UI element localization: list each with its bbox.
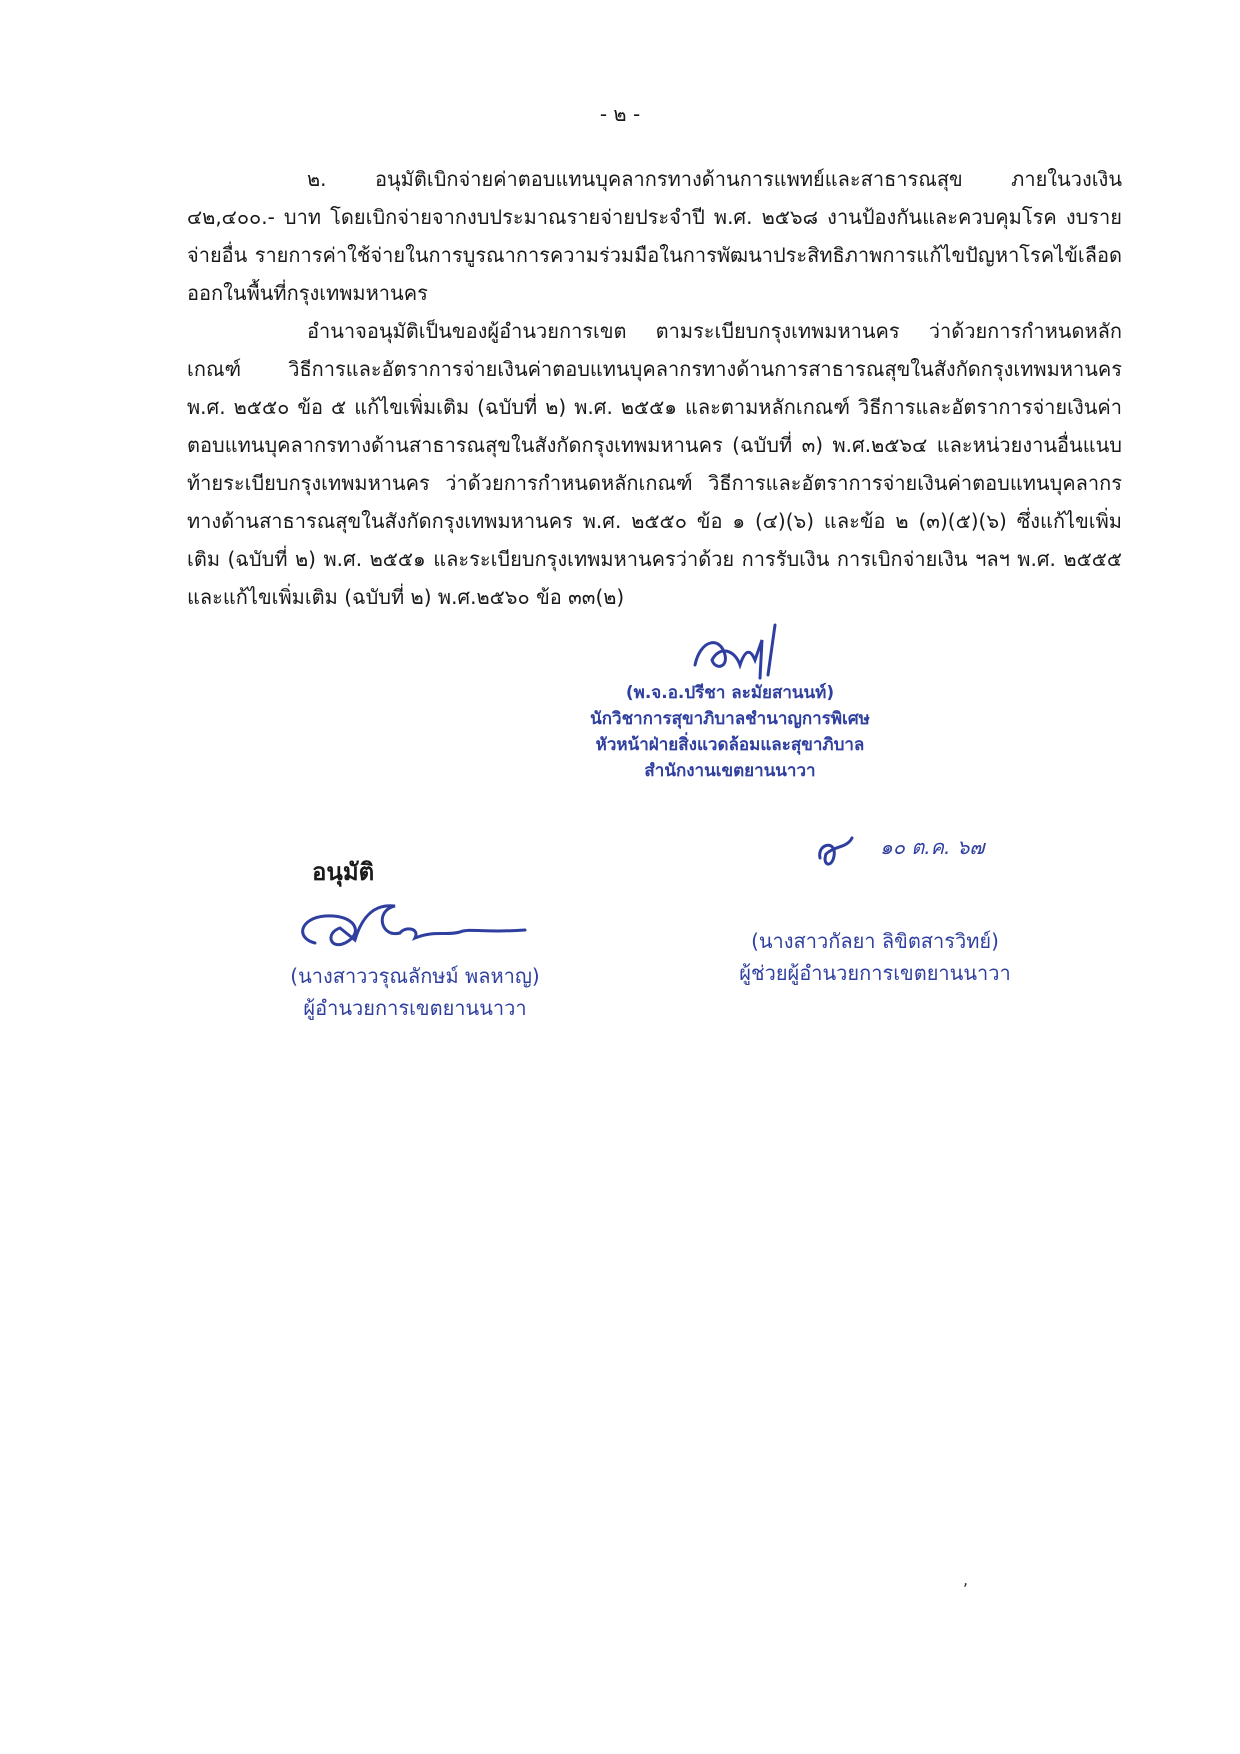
officer-office: สำนักงานเขตยานนาวา: [644, 761, 816, 781]
director-title: ผู้อำนวยการเขตยานนาวา: [303, 996, 527, 1020]
officer-signature: [690, 620, 810, 680]
date-note-text: ๑๐ ต.ค. ๖๗: [880, 835, 985, 859]
handwritten-date-note: [812, 823, 1022, 883]
officer-role: หัวหน้าฝ่ายสิ่งแวดล้อมและสุขาภิบาล: [595, 735, 865, 755]
paragraph-approval-item: ๒. อนุมัติเบิกจ่ายค่าตอบแทนบุคลากรทางด้านการแพทย์และสาธารณสุข ภายในวงเงิน ๔๒,๔๐๐.- บาท โดยเบิกจ่ายจากงบประมาณรายจ่ายประจำปี พ.ศ. ๒๕๖๘ งานป้องกันและควบคุมโรค งบรายจ่ายอื่น รายการค่าใช้จ่ายในการบูรณาการความร่วมมือในการพัฒนาประสิทธิภาพการแก้ไขปัญหาโรคไข้เลือดออกในพื้นที่กรุงเทพมหานคร: [187, 167, 1122, 305]
page-number: - ๒ -: [599, 102, 641, 126]
officer-position: นักวิชาการสุขาภิบาลชำนาญการพิเศษ: [590, 709, 870, 729]
director-signature: [285, 888, 555, 963]
paragraph-authority: อำนาจอนุมัติเป็นของผู้อำนวยการเขต ตามระเบียบกรุงเทพมหานคร ว่าด้วยการกำหนดหลักเกณฑ์ วิธีการและอัตราการจ่ายเงินค่าตอบแทนบุคลากรทางด้านการสาธารณสุขในสังกัดกรุงเทพมหานคร พ.ศ. ๒๕๕๐ ข้อ ๕ แก้ไขเพิ่มเติม (ฉบับที่ ๒) พ.ศ. ๒๕๕๑ และตามหลักเกณฑ์ วิธีการและอัตราการจ่ายเงินค่าตอบแทนบุคลากรทางด้านสาธารณสุขในสังกัดกรุงเทพมหานคร (ฉบับที่ ๓) พ.ศ.๒๕๖๔ และหน่วยงานอื่นแนบท้ายระเบียบกรุงเทพมหานคร ว่าด้วยการกำหนดหลักเกณฑ์ วิธีการและอัตราการจ่ายเงินค่าตอบแทนบุคลากรทางด้านสาธารณสุขในสังกัดกรุงเทพมหานคร พ.ศ. ๒๕๕๐ ข้อ ๑ (๔)(๖) และข้อ ๒ (๓)(๕)(๖) ซึ่งแก้ไขเพิ่มเติม (ฉบับที่ ๒) พ.ศ. ๒๕๕๑ และระเบียบกรุงเทพมหานครว่าด้วย การรับเงิน การเบิกจ่ายเงิน ฯลฯ พ.ศ. ๒๕๕๕ และแก้ไขเพิ่มเติม (ฉบับที่ ๒) พ.ศ.๒๕๖๐ ข้อ ๓๓(๒): [187, 319, 1122, 609]
director-name: (นางสาววรุณลักษม์ พลหาญ): [290, 964, 540, 988]
assistant-director-block: [730, 925, 1020, 989]
initial-mark: [812, 828, 862, 878]
officer-name: (พ.จ.อ.ปรีชา ละมัยสานนท์): [625, 683, 835, 703]
director-block: [270, 960, 560, 1024]
body-text: [187, 160, 1122, 616]
approval-label: อนุมัติ: [312, 858, 375, 886]
stray-mark: ,: [963, 1570, 969, 1589]
assistant-name: (นางสาวกัลยา ลิขิตสารวิทย์): [751, 929, 999, 953]
assistant-title: ผู้ช่วยผู้อำนวยการเขตยานนาวา: [739, 961, 1011, 985]
